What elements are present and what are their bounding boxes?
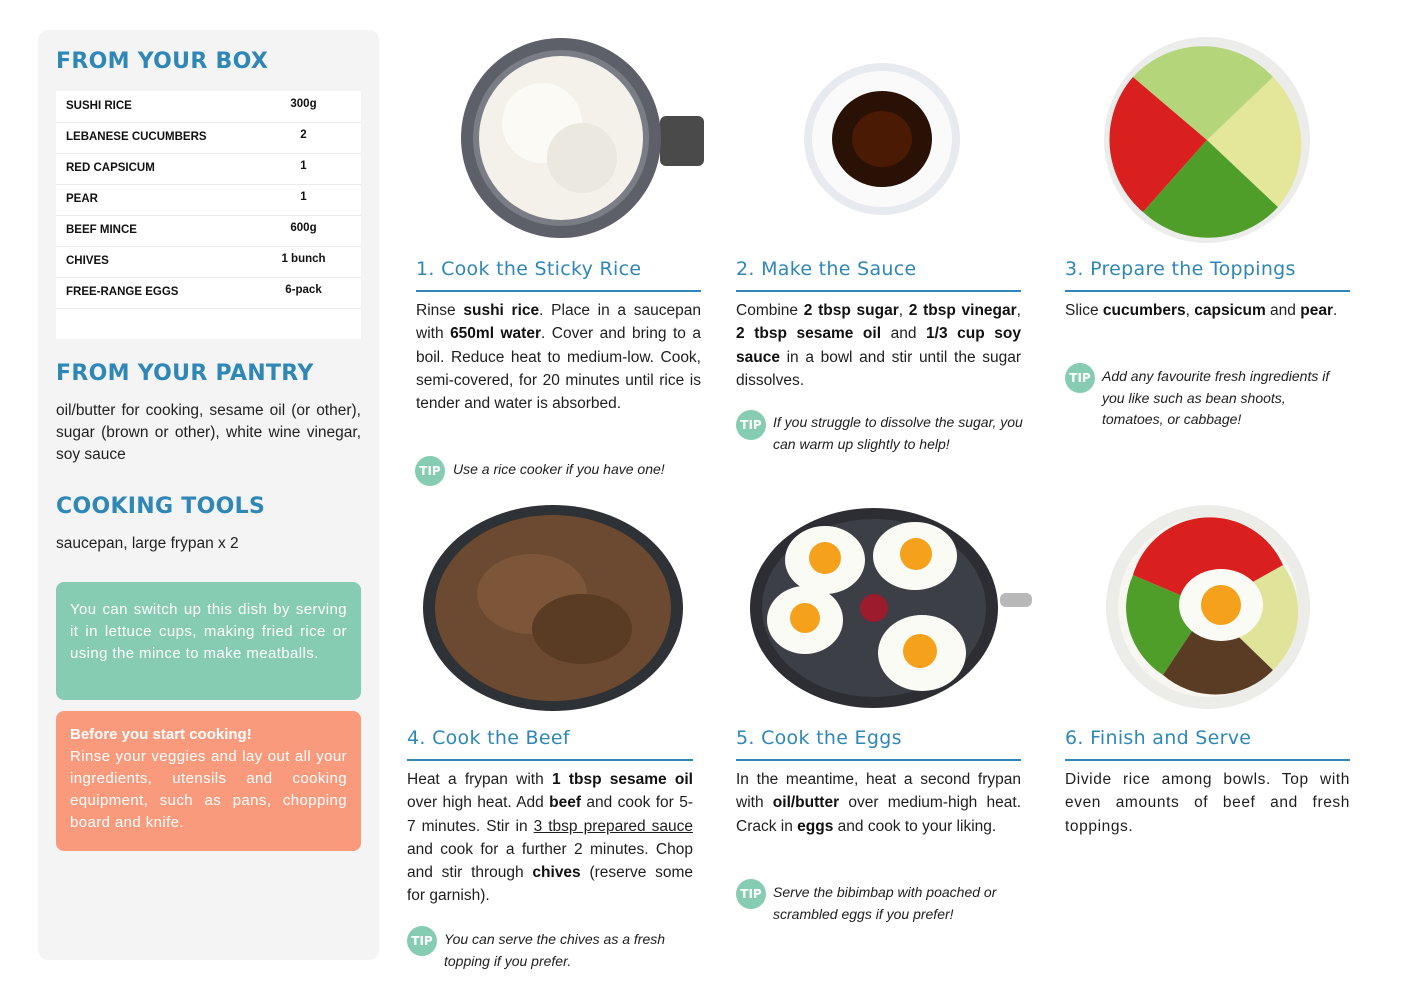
bold-ingredient: 1 tbsp sesame oil xyxy=(551,771,693,788)
bold-ingredient: beef xyxy=(549,794,582,812)
bold-ingredient: 2 tbsp vinegar xyxy=(908,302,1017,319)
ingredient-name: LEBANESE CUCUMBERS xyxy=(66,131,207,143)
ingredient-name: CHIVES xyxy=(66,255,109,267)
step-1-text xyxy=(416,299,701,415)
bold-ingredient: eggs xyxy=(797,817,834,835)
instruction-run: , xyxy=(898,302,909,319)
step-1-divider xyxy=(416,290,701,292)
step-4-title: 4. Cook the Beef xyxy=(407,727,570,749)
instruction-run: , xyxy=(1016,302,1021,319)
toppings-plate-photo xyxy=(1103,37,1311,243)
bold-ingredient: sushi rice xyxy=(463,302,540,319)
instruction-run: Divide rice among bowls. Top with even amounts of beef and fresh toppings. xyxy=(1065,771,1350,835)
step-6-text xyxy=(1065,768,1350,838)
bibimbap-bowl-photo xyxy=(1103,505,1313,710)
underlined-ingredient: 3 tbsp prepared sauce xyxy=(533,817,693,835)
pantry-text: oil/butter for cooking, sesame oil (or other), sugar (brown or other), white wine vinegar, soy sauce xyxy=(56,402,361,463)
ingredient-qty: 600g xyxy=(290,222,317,234)
instruction-run: . Place in a saucepan with xyxy=(416,302,701,343)
ingredient-name: PEAR xyxy=(66,193,98,205)
ingredient-qty: 1 xyxy=(300,160,307,172)
instruction-run: and xyxy=(881,325,927,343)
eggs-frypan-photo xyxy=(750,508,1032,708)
tip-badge: TIP xyxy=(736,879,766,909)
instruction-run: over high heat. Add xyxy=(407,794,550,812)
variation-note xyxy=(56,582,361,700)
ingredient-name: BEEF MINCE xyxy=(66,224,137,236)
ingredient-qty: 300g xyxy=(290,98,317,110)
step-3-divider xyxy=(1065,290,1350,292)
variation-note-text: You can switch up this dish by serving it in lettuce cups, making fried rice or using the mince to make meatballs. xyxy=(70,601,347,662)
step-2-text xyxy=(736,299,1021,392)
table-row xyxy=(56,153,361,185)
ingredient-qty: 2 xyxy=(300,129,307,141)
step-4-text xyxy=(407,768,693,908)
instruction-run: Rinse xyxy=(416,302,464,319)
instruction-run: and cook for 5-7 minutes. Stir in xyxy=(407,794,693,835)
bold-ingredient: 2 tbsp sesame oil xyxy=(736,325,882,343)
step-1-title: 1. Cook the Sticky Rice xyxy=(416,258,642,280)
instruction-run: . Cover and bring to a boil. Reduce heat to medium-low. Cook, semi-covered, for 20 minutes until rice is tender and water is absorbed. xyxy=(416,325,701,413)
table-row xyxy=(56,184,361,216)
instruction-run: Slice xyxy=(1065,302,1103,319)
from-your-box-heading: FROM YOUR BOX xyxy=(56,49,269,74)
step-2-title: 2. Make the Sauce xyxy=(736,258,917,280)
sauce-bowl-photo xyxy=(802,62,962,217)
step-5-divider xyxy=(736,759,1021,761)
bold-ingredient: pear xyxy=(1300,302,1333,319)
instruction-run: and cook for a further 2 minutes. Chop and stir through xyxy=(407,840,693,882)
step-3-text xyxy=(1065,299,1350,322)
instruction-run: In the meantime, heat a second frypan with xyxy=(736,771,1021,812)
rice-pot-photo xyxy=(432,38,704,238)
step-3-title: 3. Prepare the Toppings xyxy=(1065,258,1296,280)
before-you-start-text: Rinse your veggies and lay out all your ingredients, utensils and cooking equipment, such as pans, chopping board and knife. xyxy=(70,748,347,831)
instruction-run: and xyxy=(1265,302,1301,319)
table-row xyxy=(56,122,361,154)
before-you-start-note xyxy=(56,711,361,851)
ingredient-name: RED CAPSICUM xyxy=(66,162,155,174)
step-5-title: 5. Cook the Eggs xyxy=(736,727,902,749)
instruction-run: over medium-high heat. Crack in xyxy=(736,794,1022,835)
instruction-run: in a bowl and stir until the sugar dissolves. xyxy=(736,348,1021,389)
instruction-run: Heat a frypan with xyxy=(407,771,552,788)
bold-ingredient: chives xyxy=(532,864,581,882)
tip-badge: TIP xyxy=(415,456,445,486)
step-2-divider xyxy=(736,290,1021,292)
bold-ingredient: 2 tbsp sugar xyxy=(803,302,899,319)
tools-text: saucepan, large frypan x 2 xyxy=(56,535,239,552)
bold-ingredient: 1/3 cup soy sauce xyxy=(736,325,1021,366)
step-3-tip: Add any favourite fresh ingredients if you like such as bean shoots, tomatoes, or cabbage! xyxy=(1102,368,1330,427)
tip-badge: TIP xyxy=(736,410,766,440)
table-row xyxy=(56,215,361,247)
step-4-divider xyxy=(407,759,693,761)
bold-ingredient: 650ml water xyxy=(450,325,541,343)
bold-ingredient: cucumbers xyxy=(1102,302,1186,319)
table-row xyxy=(56,246,361,278)
cooking-tools-heading: COOKING TOOLS xyxy=(56,494,266,519)
table-row xyxy=(56,91,361,123)
ingredient-name: FREE-RANGE EGGS xyxy=(66,286,179,298)
tip-badge: TIP xyxy=(1065,363,1095,393)
instruction-run: and cook to your liking. xyxy=(833,817,997,835)
before-you-start-title: Before you start cooking! xyxy=(70,726,252,743)
step-5-tip: Serve the bibimbap with poached or scrambled eggs if you prefer! xyxy=(773,884,997,922)
ingredient-qty: 6-pack xyxy=(285,284,322,296)
step-4-tip: You can serve the chives as a fresh topping if you prefer. xyxy=(444,931,666,969)
instruction-run: (reserve some for garnish). xyxy=(407,864,693,905)
step-6-divider xyxy=(1065,759,1350,761)
tip-badge: TIP xyxy=(407,926,437,956)
instruction-run: . xyxy=(1332,302,1338,319)
step-2-tip: If you struggle to dissolve the sugar, you can warm up slightly to help! xyxy=(773,414,1023,452)
ingredient-name: SUSHI RICE xyxy=(66,100,132,112)
step-6-title: 6. Finish and Serve xyxy=(1065,727,1252,749)
ingredient-qty: 1 xyxy=(300,191,307,203)
table-row xyxy=(56,277,361,309)
bold-ingredient: oil/butter xyxy=(772,794,840,812)
ingredients-table xyxy=(56,91,361,339)
ingredient-qty: 1 bunch xyxy=(281,253,326,265)
instruction-run: , xyxy=(1185,302,1195,319)
from-your-pantry-heading: FROM YOUR PANTRY xyxy=(56,361,314,386)
instruction-run: Combine xyxy=(736,302,804,319)
beef-frypan-photo xyxy=(422,504,684,712)
step-5-text xyxy=(736,768,1021,838)
bold-ingredient: capsicum xyxy=(1194,302,1266,319)
step-1-tip: Use a rice cooker if you have one! xyxy=(453,461,665,477)
